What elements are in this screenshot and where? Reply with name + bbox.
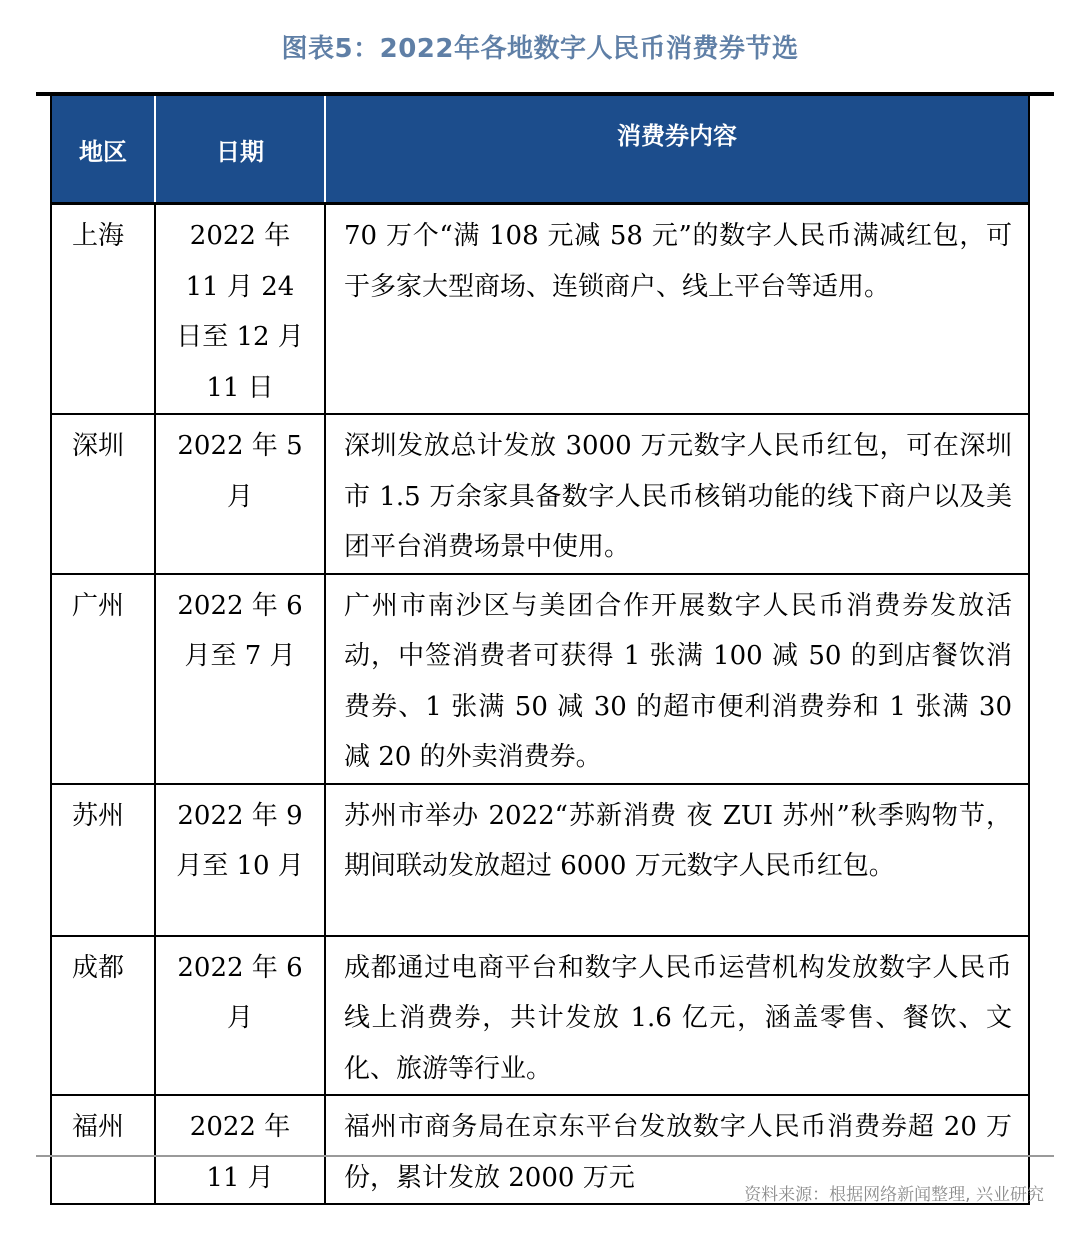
- header-content: 消费券内容: [325, 96, 1029, 204]
- table-row: [51, 784, 1029, 936]
- region-cell: 上海: [51, 204, 155, 415]
- region-cell: 广州: [51, 574, 155, 784]
- region-cell: 成都: [51, 936, 155, 1096]
- date-cell: 2022 年 5 月: [155, 414, 325, 574]
- content-cell: 苏州市举办 2022“苏新消费 夜 ZUI 苏州”秋季购物节，期间联动发放超过 6000 万元数字人民币红包。: [325, 784, 1029, 936]
- date-cell: 2022 年 11 月 24 日至 12 月 11 日: [155, 204, 325, 415]
- table-row: [51, 204, 1029, 415]
- source-note: 资料来源：根据网络新闻整理, 兴业研究: [744, 1185, 1044, 1205]
- content-cell: 70 万个“满 108 元减 58 元”的数字人民币满减红包，可于多家大型商场、连锁商户、线上平台等适用。: [325, 204, 1029, 415]
- date-cell: 2022 年 6 月: [155, 936, 325, 1096]
- coupon-table: [50, 96, 1030, 1205]
- table-header-row: [51, 96, 1029, 204]
- header-region: 地区: [51, 96, 155, 204]
- table-row: [51, 414, 1029, 574]
- table-row: [51, 936, 1029, 1096]
- chart-title: 图表5：2022年各地数字人民币消费券节选: [281, 34, 799, 64]
- content-cell: 福州市商务局在京东平台发放数字人民币消费券超 20 万份，累计发放 2000 万元: [325, 1095, 1029, 1204]
- table-row: [51, 574, 1029, 784]
- date-cell: 2022 年 9 月至 10 月: [155, 784, 325, 936]
- bottom-rule: [36, 1155, 1054, 1157]
- content-cell: 广州市南沙区与美团合作开展数字人民币消费券发放活动，中签消费者可获得 1 张满 100 减 50 的到店餐饮消费券、1 张满 50 减 30 的超市便利消费券和 1 张满 30 减 20 的外卖消费券。: [325, 574, 1029, 784]
- region-cell: 深圳: [51, 414, 155, 574]
- content-cell: 深圳发放总计发放 3000 万元数字人民币红包，可在深圳市 1.5 万余家具备数字人民币核销功能的线下商户以及美团平台消费场景中使用。: [325, 414, 1029, 574]
- region-cell: 苏州: [51, 784, 155, 936]
- header-date: 日期: [155, 96, 325, 204]
- date-cell: 2022 年 11 月: [155, 1095, 325, 1204]
- content-cell: 成都通过电商平台和数字人民币运营机构发放数字人民币线上消费券，共计发放 1.6 亿元，涵盖零售、餐饮、文化、旅游等行业。: [325, 936, 1029, 1096]
- region-cell: 福州: [51, 1095, 155, 1204]
- date-cell: 2022 年 6 月至 7 月: [155, 574, 325, 784]
